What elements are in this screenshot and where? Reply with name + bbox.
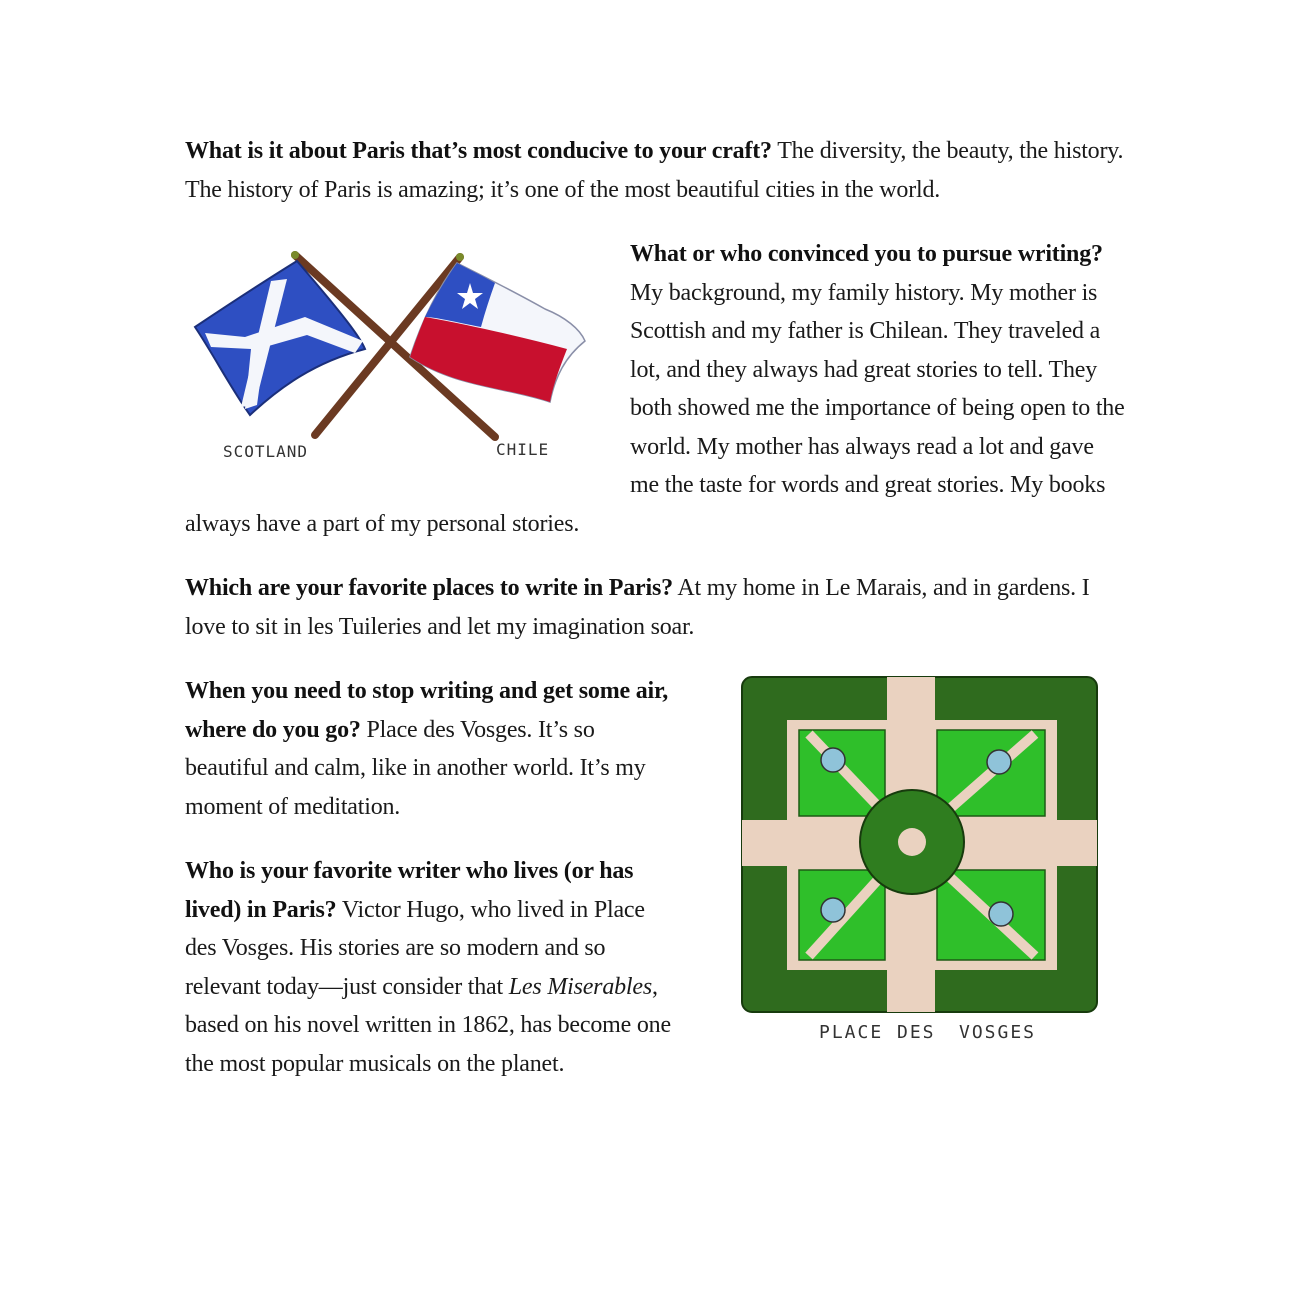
answer-text: My background, my family history. My mother is Scottish and my father is Chilean. They traveled a lot, and they always had great stories to tell. They both showed me the importance of being open to the world. My mother has always read a lot and gave me the taste for words and great stories. My books always have a part of my personal stories.: [185, 279, 1125, 537]
answer-text: At my home in Le Marais, and in gardens. I love to sit in les Tuileries and let my imagination soar.: [185, 575, 1090, 640]
flag-caption-scotland: SCOTLAND: [223, 442, 309, 461]
answer-text: The diversity, the beauty, the history. The history of Paris is amazing; it’s one of the most beautiful cities in the world.: [185, 138, 1124, 203]
flag-caption-chile: CHILE: [496, 440, 550, 459]
question-text: What or who convinced you to pursue writing?: [630, 241, 1103, 267]
qa-section-with-garden: [185, 672, 1125, 1083]
qa-paragraph: [185, 132, 1125, 209]
qa-paragraph: [185, 672, 677, 826]
book-title: Les Miserables: [508, 973, 652, 1000]
qa-section-with-flags: [185, 235, 1125, 543]
question-text: Who is your favorite writer who lives (or has lived) in Paris?: [185, 858, 634, 923]
pole-finial: [456, 253, 464, 261]
garden-caption-word: DES: [897, 1022, 936, 1043]
garden-caption-word: VOSGES: [959, 1022, 1037, 1043]
answer-text: Place des Vosges. It’s so beautiful and calm, like in another world. It’s my moment of meditation.: [185, 716, 646, 820]
fountain-icon: [821, 898, 845, 922]
answer-text: , based on his novel written in 1862, has become one the most popular musicals on the planet.: [185, 973, 671, 1077]
qa-paragraph: [185, 569, 1125, 646]
central-statue: [898, 828, 926, 856]
garden-illustration: [737, 672, 1107, 1072]
article-body: [185, 132, 1125, 1083]
answer-text: Victor Hugo, who lived in Place des Vosges. His stories are so modern and so relevant today—just consider that: [185, 896, 645, 1000]
left-column: [185, 672, 677, 1083]
qa-paragraph: [185, 852, 677, 1083]
garden-caption-word: PLACE: [819, 1022, 884, 1043]
flags-illustration: [185, 237, 605, 477]
place-des-vosges-drawing: [737, 672, 1107, 1022]
question-text: What is it about Paris that’s most conducive to your craft?: [185, 138, 772, 164]
question-text: When you need to stop writing and get some air, where do you go?: [185, 678, 669, 743]
fountain-icon: [821, 748, 845, 772]
fountain-icon: [987, 750, 1011, 774]
pole-finial: [291, 251, 299, 259]
question-text: Which are your favorite places to write in Paris?: [185, 575, 673, 601]
fountain-icon: [989, 902, 1013, 926]
